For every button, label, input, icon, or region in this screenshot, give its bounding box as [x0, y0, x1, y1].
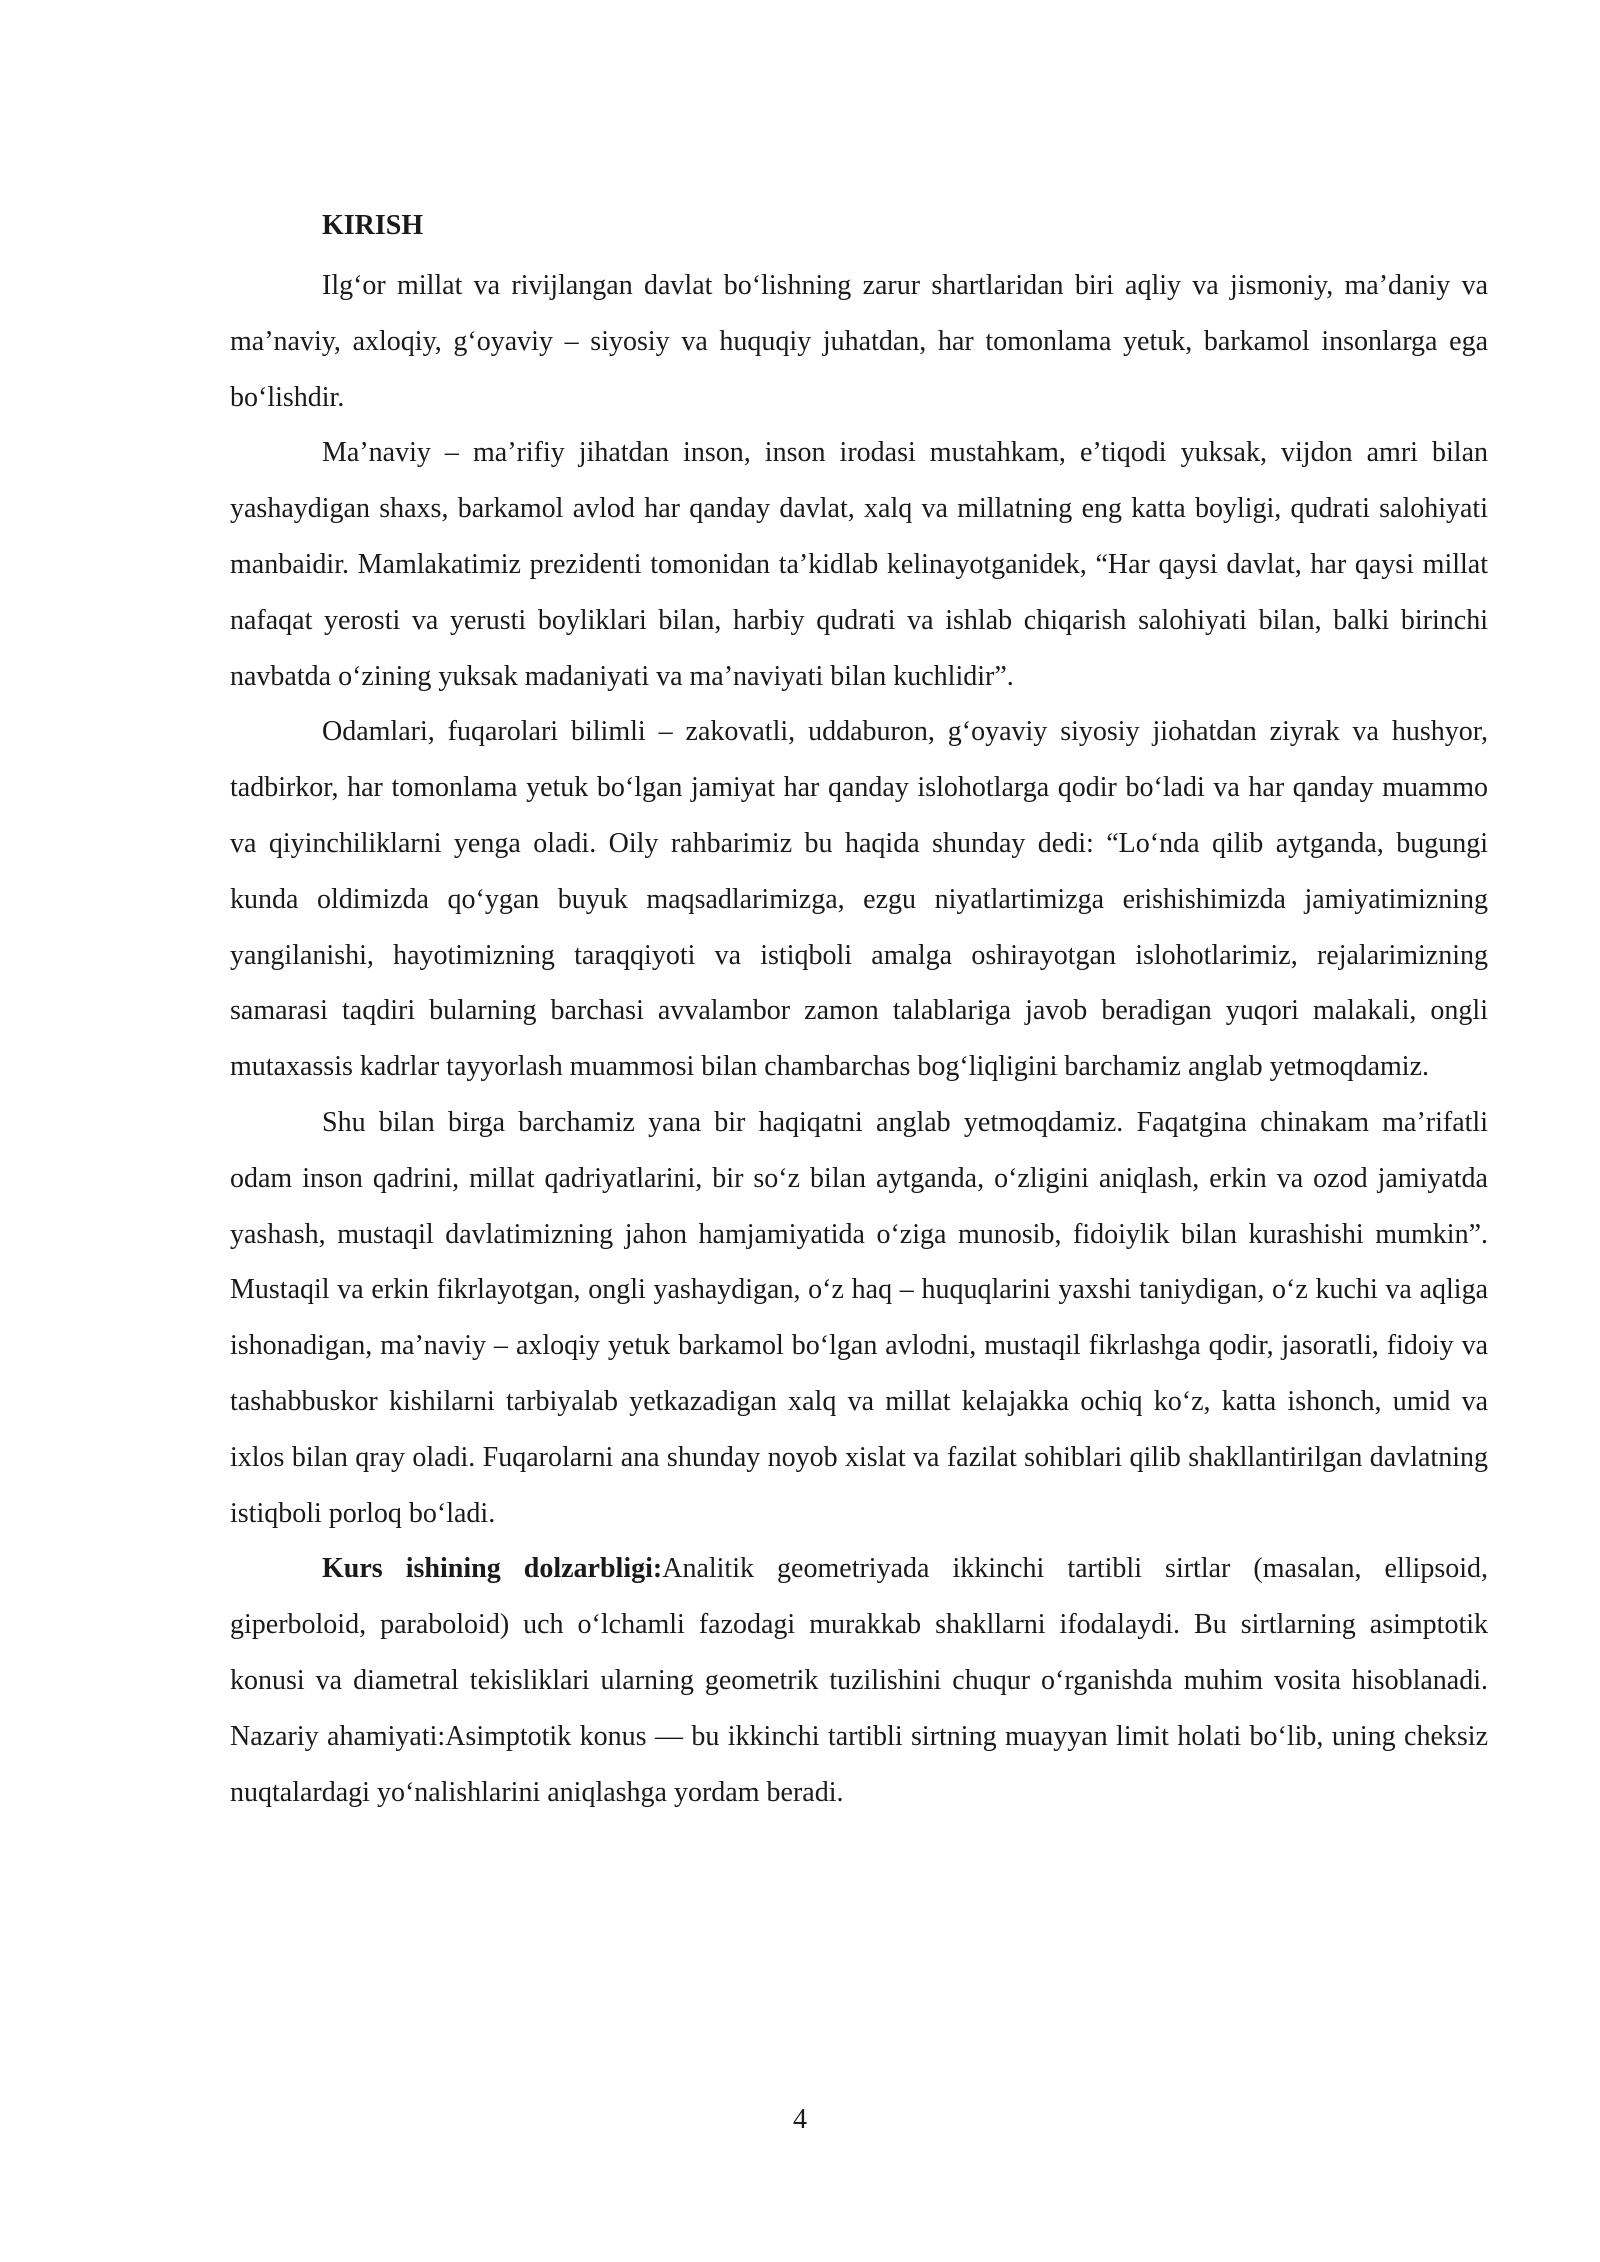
page-number: 4 [793, 2104, 807, 2135]
document-page [230, 206, 1488, 1820]
paragraph-shu-bilan: Shu bilan birga barchamiz yana bir haqiqatni anglab yetmoqdamiz. Faqatgina chinakam ma’rifatli odam inson qadrini, millat qadriyatlarini, bir so‘z bilan aytganda, o‘zligini aniqlash, erkin va ozod jamiyatda yashash, mustaqil davlatimizning jahon hamjamiyatida o‘ziga munosib, fidoiylik bilan kurashishi mumkin”. Mustaqil va erkin fikrlayotgan, ongli yashaydigan, o‘z haq – huquqlarini yaxshi taniydigan, o‘z kuchi va aqliga ishonadigan, ma’naviy – axloqiy yetuk barkamol bo‘lgan avlodni, mustaqil fikrlashga qodir, jasoratli, fidoiy va tashabbuskor kishilarni tarbiyalab yetkazadigan xalq va millat kelajakka ochiq ko‘z, katta ishonch, umid va ixlos bilan qray oladi. Fuqarolarni ana shunday noyob xislat va fazilat sohiblari qilib shakllantirilgan davlatning istiqboli porloq bo‘ladi. [230, 1106, 1488, 1529]
dolzarblik-text: Analitik geometriyada ikkinchi tartibli sirtlar (masalan, ellipsoid, giperboloid, paraboloid) uch o‘lchamli fazodagi murakkab shakllarni ifodalaydi. Bu sirtlarning asimptotik konusi va diametral tekisliklari ularning geometrik tuzilishini chuqur o‘rganishda muhim vosita hisoblanadi. Nazariy ahamiyati:Asimptotik konus — bu ikkinchi tartibli sirtning muayyan limit holati bo‘lib, uning cheksiz nuqtalardagi yo‘nalishlarini aniqlashga yordam beradi. [230, 1553, 1488, 1808]
paragraph-manaviy: Ma’naviy – ma’rifiy jihatdan inson, inson irodasi mustahkam, e’tiqodi yuksak, vijdon amri bilan yashaydigan shaxs, barkamol avlod har qanday davlat, xalq va millatning eng katta boyligi, qudrati salohiyati manbaidir. Mamlakatimiz prezidenti tomonidan ta’kidlab kelinayotganidek, “Har qaysi davlat, har qaysi millat nafaqat yerosti va yerusti boyliklari bilan, harbiy qudrati va ishlab chiqarish salohiyati bilan, balki birinchi navbatda o‘zining yuksak madaniyati va ma’naviyati bilan kuchlidir”. [230, 437, 1488, 692]
paragraph-dolzarblik [230, 1541, 1488, 1820]
dolzarblik-label: Kurs ishining dolzarbligi: [322, 1553, 663, 1585]
paragraph-odamlari: Odamlari, fuqarolari bilimli – zakovatli, uddaburon, g‘oyaviy siyosiy jiohatdan ziyrak va hushyor, tadbirkor, har tomonlama yetuk bo‘lgan jamiyat har qanday islohotlarga qodir bo‘ladi va har qanday muammo va qiyinchiliklarni yenga oladi. Oily rahbarimiz bu haqida shunday dedi: “Lo‘nda qilib aytganda, bugungi kunda oldimizda qo‘ygan buyuk maqsadlarimizga, ezgu niyatlartimizga erishishimizda jamiyatimizning yangilanishi, hayotimizning taraqqiyoti va istiqboli amalga oshirayotgan islohotlarimiz, rejalarimizning samarasi taqdiri bularning barchasi avvalambor zamon talablariga javob beradigan yuqori malakali, ongli mutaxassis kadrlar tayyorlash muammosi bilan chambarchas bog‘liqligini barchamiz anglab yetmoqdamiz. [230, 716, 1488, 1083]
section-heading: KIRISH [322, 210, 424, 241]
paragraph-intro: Ilg‘or millat va rivijlangan davlat bo‘lishning zarur shartlaridan biri aqliy va jismoniy, ma’daniy va ma’naviy, axloqiy, g‘oyaviy – siyosiy va huquqiy juhatdan, har tomonlama yetuk, barkamol insonlarga ega bo‘lishdir. [230, 270, 1488, 413]
